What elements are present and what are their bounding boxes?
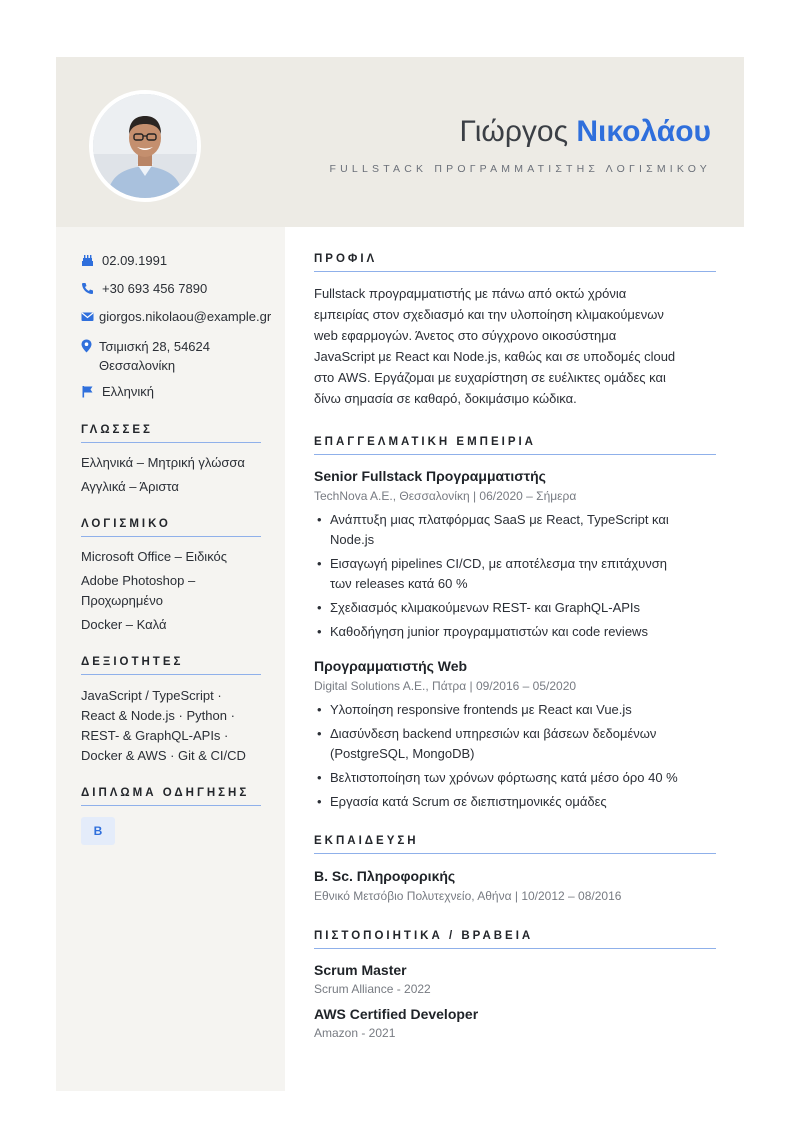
contact-nationality [81, 384, 154, 399]
job-meta: Digital Solutions A.E., Πάτρα | 09/2016 – 05/2020 [314, 679, 577, 693]
job-bullet [314, 510, 716, 550]
bullet-line: • Σχεδιασμός κλιμακούμενων REST- και GraphQL-APIs [330, 600, 641, 615]
nationality-text: Ελληνική [102, 384, 155, 399]
main-content [285, 227, 744, 1091]
resume-page [56, 57, 744, 1091]
bullet-line: • Ανάπτυξη μιας πλατφόρμας SaaS με React, TypeScript και [330, 512, 669, 527]
profile-heading: ΠΡΟΦΙΛ [314, 253, 716, 272]
profile-line: δίνω σημασία σε καθαρό, δοκιμάσιμο κώδικα. [314, 391, 577, 406]
phone-text: +30 693 456 7890 [102, 281, 208, 296]
resume-header [56, 57, 744, 227]
profile-photo [89, 90, 201, 202]
address-line-1: Τσιμισκή 28, 54624 [99, 339, 211, 354]
software-heading: ΛΟΓΙΣΜΙΚΟ [81, 518, 261, 537]
software-item: Microsoft Office – Ειδικός [81, 549, 228, 564]
last-name: Νικολάου [576, 115, 711, 148]
contact-address [81, 337, 210, 375]
bullet-line: των releases κατά 60 % [330, 576, 468, 591]
map-pin-icon [81, 337, 99, 375]
certificates-heading: ΠΙΣΤΟΠΟΙΗΤΙΚΑ / ΒΡΑΒΕΙΑ [314, 930, 716, 949]
bullet-line: • Εισαγωγή pipelines CI/CD, με αποτέλεσμα την επιτάχυνση [330, 556, 668, 571]
job-role: Προγραμματιστής Web [314, 658, 468, 674]
languages-heading: ΓΛΩΣΣΕΣ [81, 424, 261, 443]
job-meta: TechNova A.E., Θεσσαλονίκη | 06/2020 – Σήμερα [314, 489, 577, 503]
phone-icon [81, 281, 102, 296]
address-line-2: Θεσσαλονίκη [99, 358, 176, 373]
software-item: Προχωρημένο [81, 593, 163, 608]
license-category-badge: B [81, 817, 115, 845]
profile-line: JavaScript με React και Node.js, καθώς και σε υποδομές cloud [314, 349, 676, 364]
bullet-line: (PostgreSQL, MongoDB) [330, 746, 475, 761]
first-name: Γιώργος [459, 115, 569, 148]
job-role: Senior Fullstack Προγραμματιστής [314, 468, 546, 484]
contact-phone [81, 281, 207, 296]
bullet-line: • Διασύνδεση backend υπηρεσιών και βάσεων δεδομένων [330, 726, 657, 741]
certificate-meta: Amazon - 2021 [314, 1026, 396, 1040]
sidebar [56, 227, 285, 1091]
software-item: Adobe Photoshop – [81, 573, 196, 588]
birthdate-text: 02.09.1991 [102, 253, 168, 268]
job-bullet [314, 700, 716, 720]
full-name [460, 115, 711, 149]
job-bullet [314, 554, 716, 594]
bullet-line: • Βελτιστοποίηση των χρόνων φόρτωσης κατά μέσο όρο 40 % [330, 770, 678, 785]
profile-line: εμπειρίας στον σχεδιασμό και την υλοποίηση κλιμακούμενων [314, 307, 664, 322]
email-text: giorgos.nikolaou@example.gr [99, 309, 272, 324]
job-bullet [314, 724, 716, 764]
profile-line: Fullstack προγραμματιστής με πάνω από οκτώ χρόνια [314, 286, 627, 301]
skills-line: React & Node.js · Python · [81, 708, 235, 723]
profile-line: web εφαρμογών. Άνετος στο σύγχρονο οικοσύστημα [314, 328, 617, 343]
flag-icon [81, 384, 102, 399]
education-heading: ΕΚΠΑΙΔΕΥΣΗ [314, 835, 716, 854]
profile-line: στο AWS. Εργάζομαι με ευχαρίστηση σε ευέλικτες ομάδες και [314, 370, 666, 385]
job-bullet [314, 768, 716, 788]
bullet-line: • Εργασία κατά Scrum σε διεπιστημονικές ομάδες [330, 794, 607, 809]
education-degree: B. Sc. Πληροφορικής [314, 868, 456, 884]
job-bullet [314, 622, 716, 642]
bullet-line: • Καθοδήγηση junior προγραμματιστών και code reviews [330, 624, 648, 639]
experience-heading: ΕΠΑΓΓΕΛΜΑΤΙΚΗ ΕΜΠΕΙΡΙΑ [314, 436, 716, 455]
software-item: Docker – Καλά [81, 617, 167, 632]
bullet-line: • Υλοποίηση responsive frontends με React και Vue.js [330, 702, 632, 717]
certificate-meta: Scrum Alliance - 2022 [314, 982, 431, 996]
contact-birthdate [81, 253, 167, 268]
language-item: Αγγλικά – Άριστα [81, 479, 179, 494]
job-title: FULLSTACK ΠΡΟΓΡΑΜΜΑΤΙΣΤΗΣ ΛΟΓΙΣΜΙΚΟΥ [329, 163, 711, 175]
job-bullet [314, 792, 716, 812]
birthday-cake-icon [81, 253, 102, 268]
job-bullet [314, 598, 716, 618]
bullet-line: Node.js [330, 532, 375, 547]
skills-line: REST- & GraphQL-APIs · [81, 728, 229, 743]
skills-line: Docker & AWS · Git & CI/CD [81, 748, 246, 763]
profile-text [314, 283, 716, 409]
education-meta: Εθνικό Μετσόβιο Πολυτεχνείο, Αθήνα | 10/2012 – 08/2016 [314, 889, 622, 903]
license-heading: ΔΙΠΛΩΜΑ ΟΔΗΓΗΣΗΣ [81, 787, 261, 806]
skills-heading: ΔΕΞΙΟΤΗΤΕΣ [81, 656, 261, 675]
skills-line: JavaScript / TypeScript · [81, 688, 222, 703]
certificate-name: AWS Certified Developer [314, 1006, 479, 1022]
certificate-name: Scrum Master [314, 962, 407, 978]
language-item: Ελληνικά – Μητρική γλώσσα [81, 455, 245, 470]
contact-email [81, 309, 271, 324]
envelope-icon [81, 309, 99, 324]
